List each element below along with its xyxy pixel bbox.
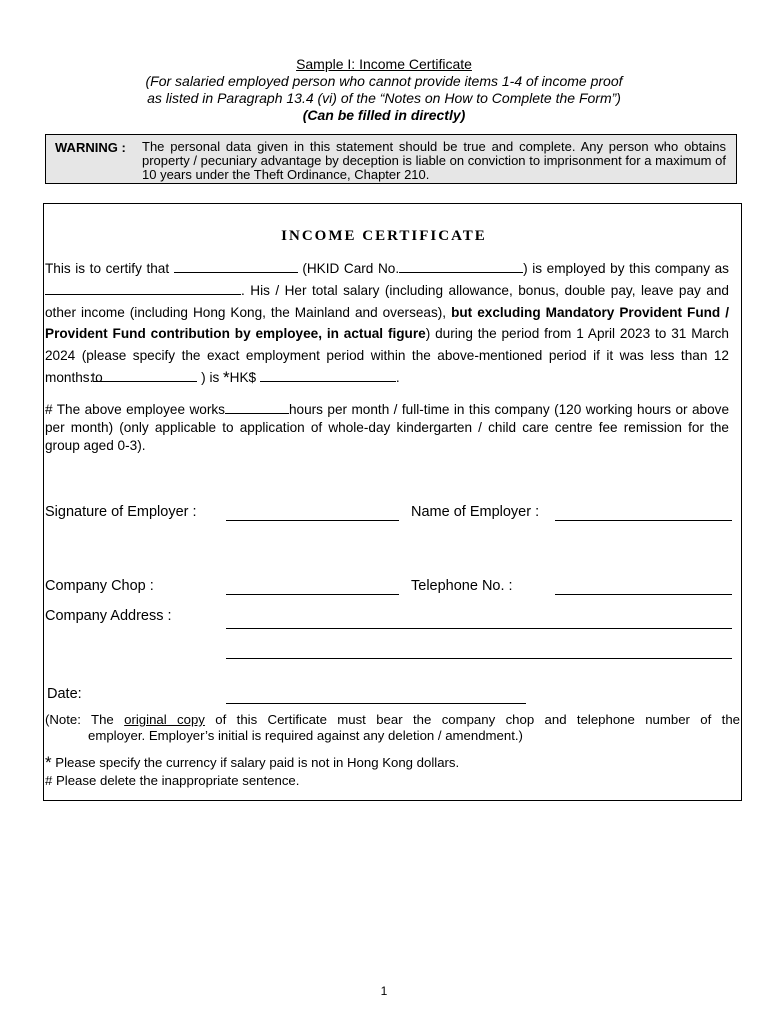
hours-text-b: hours per month / full-time in this company (120 working hours or above per month) (only applicable to application of whole-day kindergarten / child care centre fee remission for the group aged 0-3). [45, 402, 730, 453]
cert-text-c: ) is employed by this company as [523, 261, 729, 276]
period-to-field[interactable] [93, 369, 197, 382]
subtitle-line-1: (For salaried employed person who cannot provide items 1-4 of income proof [145, 73, 623, 89]
fill-note: (Can be filled in directly) [302, 107, 466, 123]
certificate-title: INCOME CERTIFICATE [281, 228, 487, 244]
warning-label: WARNING : [55, 140, 126, 155]
cert-text-a: This is to certify that [45, 261, 170, 276]
telephone-line[interactable] [555, 594, 732, 595]
date-line[interactable] [226, 703, 526, 704]
delete-footnote: # Please delete the inappropriate sentence. [45, 773, 300, 788]
cert-text-hk: HK$ [229, 369, 257, 385]
cert-text-end: . [395, 369, 400, 385]
date-label: Date: [47, 686, 82, 702]
working-hours-paragraph [45, 401, 729, 455]
employee-name-field[interactable] [174, 260, 298, 273]
certificate-note [45, 712, 740, 744]
note-text-b: of this Certificate must bear the company chop and telephone number of the [215, 712, 740, 727]
telephone-label: Telephone No. : [411, 578, 513, 594]
company-address-label: Company Address : [45, 608, 172, 624]
company-chop-label: Company Chop : [45, 578, 154, 594]
certification-paragraph: This is to certify that (HKID Card No. ) is employed by this company as . His / Her total salary (including allowance, bonus, double pay, leave pay and other income (including Hong Kong, the Mainland and overseas), but excluding Mandatory Provident Fund / Provident Fund contribution by employee, in actual figure) during the period from 1 April 2023 to 31 March 2024 (please specify the exact employment period within the above-mentioned period if it was less than 12 months:to ) is *HK$ . [45, 261, 729, 387]
cert-text-d: . His / Her total salary (including allowance, bonus, double pay, leave pay and other income (including Hong Kong, the Mainland and overseas), [45, 282, 729, 320]
page-number: 1 [380, 984, 388, 998]
original-copy-text: original copy [124, 712, 205, 727]
signature-label: Signature of Employer : [45, 504, 197, 520]
currency-footnote-text: Please specify the currency if salary paid is not in Hong Kong dollars. [55, 755, 460, 770]
signature-line[interactable] [226, 520, 399, 521]
warning-text: The personal data given in this statement should be true and complete. Any person who obtains property / pecuniary advantage by deception is liable on conviction to imprisonment for a maximum of 10 years under the Theft Ordinance, Chapter 210. [142, 139, 726, 182]
page-title: Sample I: Income Certificate [296, 56, 472, 72]
note-line-1 [45, 712, 740, 728]
salary-amount-field[interactable] [260, 369, 396, 382]
position-field[interactable] [45, 282, 241, 295]
note-text-a: (Note: The [45, 712, 114, 727]
employer-name-line[interactable] [555, 520, 732, 521]
cert-text-bold: but excluding Mandatory Provident Fund / Provident Fund contribution by employee, in actual figure [45, 304, 729, 342]
currency-footnote [45, 753, 459, 773]
cert-text-is: ) is [201, 369, 220, 385]
hkid-field[interactable] [399, 260, 523, 273]
cert-text-e: ) during the period from 1 April 2023 to 31 March 2024 (please specify the exact employment period within the above-mentioned period if it was less than 12 months: [45, 326, 729, 385]
address-line-1[interactable] [226, 628, 732, 629]
company-chop-line[interactable] [226, 594, 399, 595]
hours-text-a: # The above employee works [45, 402, 225, 417]
asterisk-mark: * [223, 367, 230, 387]
footnote-asterisk: * [45, 753, 52, 772]
address-line-2[interactable] [226, 658, 732, 659]
note-line-2: employer. Employer’s initial is required against any deletion / amendment.) [88, 728, 523, 743]
warning-box [45, 134, 737, 184]
employer-name-label: Name of Employer : [411, 504, 540, 520]
cert-text-b: (HKID Card No. [302, 261, 400, 276]
hours-field[interactable] [225, 401, 289, 414]
subtitle-line-2: as listed in Paragraph 13.4 (vi) of the “Notes on How to Complete the Form”) [147, 90, 621, 106]
